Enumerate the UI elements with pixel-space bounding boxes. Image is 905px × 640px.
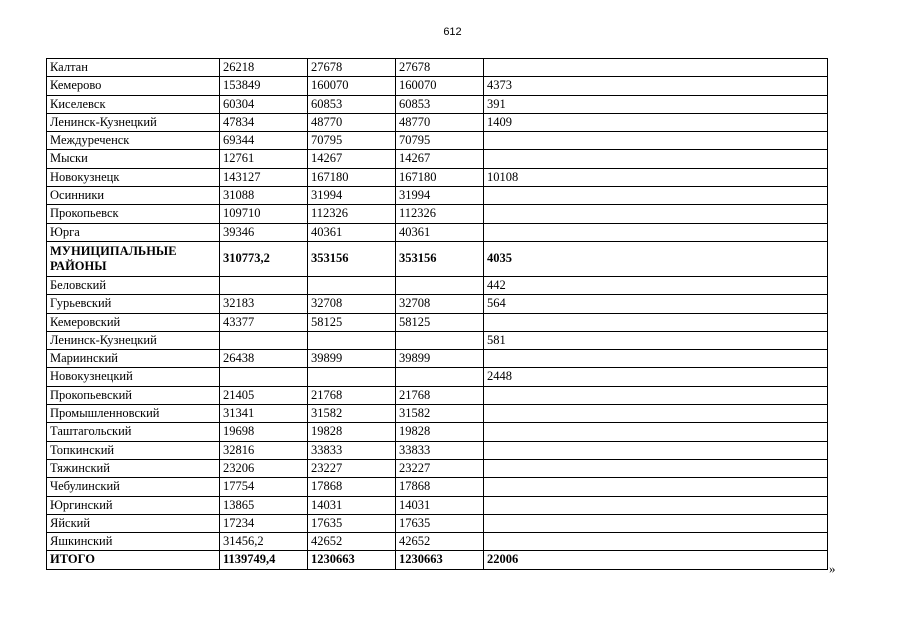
cell-value: 32708 xyxy=(308,295,396,313)
cell-value: 19828 xyxy=(396,423,484,441)
cell-value: 19828 xyxy=(308,423,396,441)
cell-region: Таштагольский xyxy=(47,423,220,441)
table-row-total xyxy=(47,551,828,569)
cell-value: 33833 xyxy=(308,441,396,459)
cell-value: 31088 xyxy=(220,187,308,205)
cell-value xyxy=(308,368,396,386)
cell-value: 1230663 xyxy=(396,551,484,569)
cell-value: 27678 xyxy=(396,59,484,77)
cell-value xyxy=(308,276,396,294)
cell-value xyxy=(484,514,828,532)
cell-value: 391 xyxy=(484,95,828,113)
closing-quote: » xyxy=(829,561,836,576)
cell-value: 40361 xyxy=(396,223,484,241)
cell-value: 22006 xyxy=(484,551,828,569)
cell-value: 14267 xyxy=(396,150,484,168)
cell-value: 160070 xyxy=(396,77,484,95)
cell-value: 58125 xyxy=(308,313,396,331)
cell-region: Промышленновский xyxy=(47,405,220,423)
cell-value xyxy=(484,496,828,514)
cell-region: Мариинский xyxy=(47,350,220,368)
table-row xyxy=(47,405,828,423)
cell-value xyxy=(220,368,308,386)
cell-region: Киселевск xyxy=(47,95,220,113)
cell-value: 109710 xyxy=(220,205,308,223)
cell-value: 112326 xyxy=(396,205,484,223)
table-row xyxy=(47,496,828,514)
cell-value: 31582 xyxy=(396,405,484,423)
cell-value: 26218 xyxy=(220,59,308,77)
cell-value: 167180 xyxy=(308,168,396,186)
cell-region: Яшкинский xyxy=(47,533,220,551)
cell-value: 1139749,4 xyxy=(220,551,308,569)
cell-value: 112326 xyxy=(308,205,396,223)
data-table xyxy=(46,58,828,570)
cell-value: 17234 xyxy=(220,514,308,532)
cell-value: 31341 xyxy=(220,405,308,423)
table-row xyxy=(47,223,828,241)
table-row xyxy=(47,423,828,441)
cell-region: Прокопьевск xyxy=(47,205,220,223)
cell-value xyxy=(396,331,484,349)
cell-value xyxy=(484,205,828,223)
table-row xyxy=(47,331,828,349)
cell-value: 60853 xyxy=(396,95,484,113)
cell-value: 17868 xyxy=(396,478,484,496)
table-row xyxy=(47,276,828,294)
cell-value: 2448 xyxy=(484,368,828,386)
cell-value: 581 xyxy=(484,331,828,349)
cell-region: Прокопьевский xyxy=(47,386,220,404)
cell-value: 31456,2 xyxy=(220,533,308,551)
cell-value xyxy=(484,132,828,150)
cell-region: Кемеровский xyxy=(47,313,220,331)
table-row xyxy=(47,77,828,95)
table-row xyxy=(47,59,828,77)
cell-value xyxy=(484,459,828,477)
table-row xyxy=(47,368,828,386)
cell-value xyxy=(484,150,828,168)
cell-region: ИТОГО xyxy=(47,551,220,569)
table-body xyxy=(47,59,828,570)
table-row xyxy=(47,533,828,551)
cell-value: 353156 xyxy=(396,241,484,276)
cell-region: Юргинский xyxy=(47,496,220,514)
cell-value: 21768 xyxy=(308,386,396,404)
table-row xyxy=(47,313,828,331)
cell-value: 442 xyxy=(484,276,828,294)
cell-value xyxy=(484,423,828,441)
cell-value: 23227 xyxy=(396,459,484,477)
cell-value: 69344 xyxy=(220,132,308,150)
cell-value: 21768 xyxy=(396,386,484,404)
cell-region: Ленинск-Кузнецкий xyxy=(47,113,220,131)
cell-value xyxy=(220,276,308,294)
table-row xyxy=(47,478,828,496)
cell-value xyxy=(484,533,828,551)
cell-value: 60853 xyxy=(308,95,396,113)
cell-region: Гурьевский xyxy=(47,295,220,313)
cell-value: 143127 xyxy=(220,168,308,186)
cell-value: 31994 xyxy=(308,187,396,205)
cell-value: 32816 xyxy=(220,441,308,459)
cell-value: 310773,2 xyxy=(220,241,308,276)
table-row xyxy=(47,459,828,477)
cell-value: 23206 xyxy=(220,459,308,477)
cell-value: 4035 xyxy=(484,241,828,276)
cell-value: 564 xyxy=(484,295,828,313)
cell-value xyxy=(484,441,828,459)
cell-value: 43377 xyxy=(220,313,308,331)
cell-value: 17868 xyxy=(308,478,396,496)
table-row xyxy=(47,514,828,532)
cell-value: 26438 xyxy=(220,350,308,368)
cell-value: 23227 xyxy=(308,459,396,477)
cell-region: Междуреченск xyxy=(47,132,220,150)
cell-value: 48770 xyxy=(396,113,484,131)
cell-region: Юрга xyxy=(47,223,220,241)
cell-region: Мыски xyxy=(47,150,220,168)
cell-value: 13865 xyxy=(220,496,308,514)
table-row xyxy=(47,441,828,459)
cell-value: 31994 xyxy=(396,187,484,205)
cell-value xyxy=(484,350,828,368)
cell-value xyxy=(308,331,396,349)
cell-region: Беловский xyxy=(47,276,220,294)
table-row xyxy=(47,113,828,131)
cell-value: 353156 xyxy=(308,241,396,276)
cell-region: Новокузнецк xyxy=(47,168,220,186)
cell-region: Калтан xyxy=(47,59,220,77)
cell-region: МУНИЦИПАЛЬНЫЕ РАЙОНЫ xyxy=(47,241,220,276)
cell-value: 33833 xyxy=(396,441,484,459)
cell-value: 167180 xyxy=(396,168,484,186)
cell-value: 10108 xyxy=(484,168,828,186)
cell-region: Кемерово xyxy=(47,77,220,95)
cell-value: 19698 xyxy=(220,423,308,441)
cell-value: 42652 xyxy=(396,533,484,551)
cell-value: 21405 xyxy=(220,386,308,404)
page-number: 612 xyxy=(443,26,462,38)
cell-value: 17635 xyxy=(308,514,396,532)
cell-value xyxy=(484,386,828,404)
cell-value: 60304 xyxy=(220,95,308,113)
cell-value: 153849 xyxy=(220,77,308,95)
cell-value xyxy=(484,313,828,331)
cell-value: 14267 xyxy=(308,150,396,168)
cell-region: Топкинский xyxy=(47,441,220,459)
cell-value xyxy=(484,223,828,241)
cell-value: 12761 xyxy=(220,150,308,168)
cell-region: Ленинск-Кузнецкий xyxy=(47,331,220,349)
cell-value xyxy=(396,276,484,294)
table-row xyxy=(47,150,828,168)
cell-value xyxy=(484,478,828,496)
cell-value: 27678 xyxy=(308,59,396,77)
cell-value: 39899 xyxy=(396,350,484,368)
table-row xyxy=(47,350,828,368)
cell-value: 40361 xyxy=(308,223,396,241)
cell-value: 39346 xyxy=(220,223,308,241)
cell-value xyxy=(220,331,308,349)
cell-value: 14031 xyxy=(396,496,484,514)
cell-value: 48770 xyxy=(308,113,396,131)
cell-value: 70795 xyxy=(396,132,484,150)
table-row-total xyxy=(47,241,828,276)
cell-value: 70795 xyxy=(308,132,396,150)
cell-value: 31582 xyxy=(308,405,396,423)
cell-value: 4373 xyxy=(484,77,828,95)
cell-value: 32708 xyxy=(396,295,484,313)
cell-value: 17635 xyxy=(396,514,484,532)
cell-value xyxy=(484,59,828,77)
table-row xyxy=(47,95,828,113)
table-row xyxy=(47,386,828,404)
table-row xyxy=(47,168,828,186)
cell-value: 58125 xyxy=(396,313,484,331)
table-row xyxy=(47,205,828,223)
cell-value: 14031 xyxy=(308,496,396,514)
cell-value xyxy=(484,187,828,205)
table-row xyxy=(47,187,828,205)
cell-value: 1409 xyxy=(484,113,828,131)
cell-region: Тяжинский xyxy=(47,459,220,477)
cell-value: 1230663 xyxy=(308,551,396,569)
cell-value: 42652 xyxy=(308,533,396,551)
cell-region: Яйский xyxy=(47,514,220,532)
cell-value: 17754 xyxy=(220,478,308,496)
cell-value: 160070 xyxy=(308,77,396,95)
cell-value: 32183 xyxy=(220,295,308,313)
cell-value: 47834 xyxy=(220,113,308,131)
table-row xyxy=(47,132,828,150)
cell-value xyxy=(484,405,828,423)
cell-region: Чебулинский xyxy=(47,478,220,496)
cell-region: Осинники xyxy=(47,187,220,205)
cell-value: 39899 xyxy=(308,350,396,368)
cell-value xyxy=(396,368,484,386)
cell-region: Новокузнецкий xyxy=(47,368,220,386)
table-row xyxy=(47,295,828,313)
